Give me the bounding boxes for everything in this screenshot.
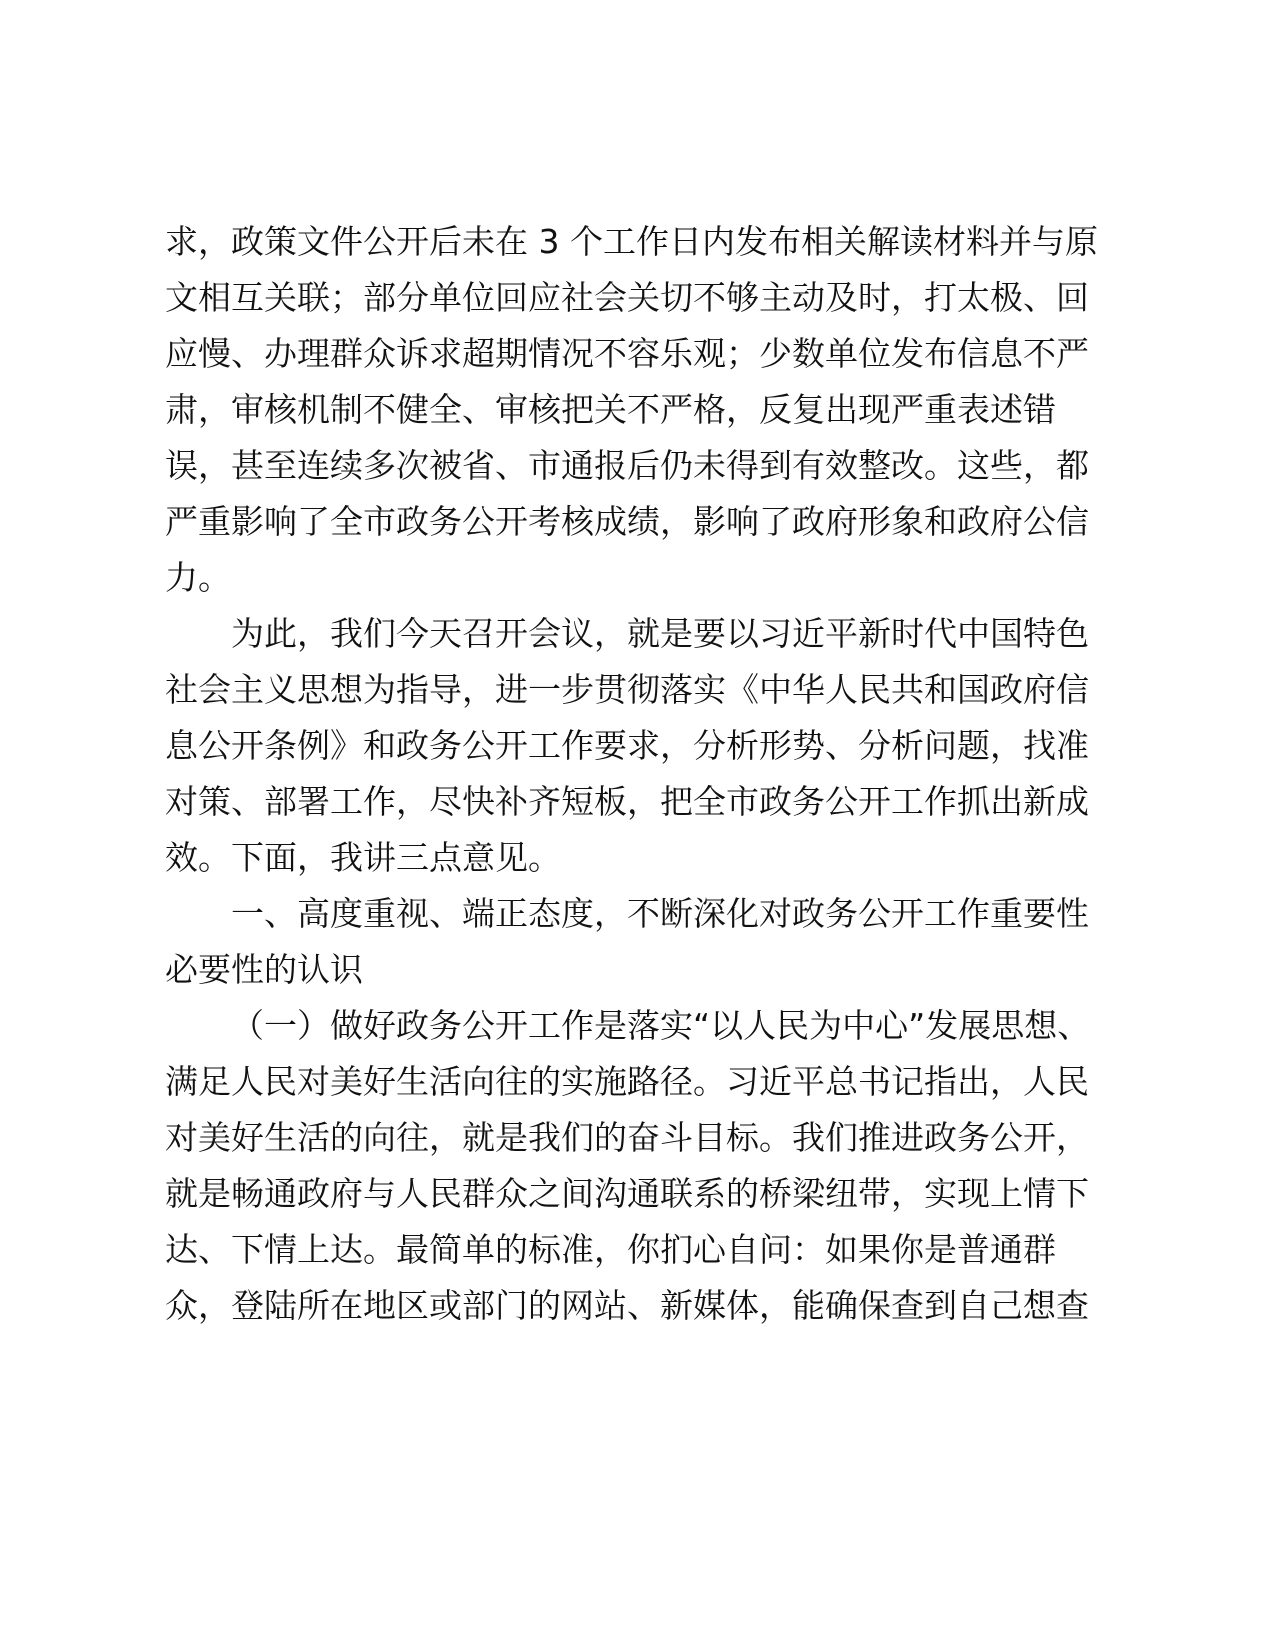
body-text-line: 力。	[165, 558, 231, 597]
paragraph-start-line: （一）做好政务公开工作是落实“以人民为中心”发展思想、	[231, 1006, 1091, 1045]
body-text-line: 误，甚至连续多次被省、市通报后仍未得到有效整改。这些，都	[165, 446, 1089, 485]
body-text-line: 肃，审核机制不健全、审核把关不严格，反复出现严重表述错	[165, 390, 1056, 429]
body-text-line: 对策、部署工作，尽快补齐短板，把全市政务公开工作抓出新成	[165, 782, 1089, 821]
body-text-line: 众，登陆所在地区或部门的网站、新媒体，能确保查到自己想查	[165, 1286, 1089, 1325]
body-text-line: 求，政策文件公开后未在 3 个工作日内发布相关解读材料并与原	[165, 222, 1098, 261]
section-heading-line: 必要性的认识	[165, 950, 363, 989]
body-text-line: 文相互关联；部分单位回应社会关切不够主动及时，打太极、回	[165, 278, 1089, 317]
body-text-line: 达、下情上达。最简单的标准，你扪心自问：如果你是普通群	[165, 1230, 1056, 1269]
body-text-line: 对美好生活的向往，就是我们的奋斗目标。我们推进政务公开，	[165, 1118, 1089, 1157]
body-text-line: 应慢、办理群众诉求超期情况不容乐观；少数单位发布信息不严	[165, 334, 1089, 373]
body-text-line: 息公开条例》和政务公开工作要求，分析形势、分析问题，找准	[165, 726, 1089, 765]
section-heading-line: 一、高度重视、端正态度，不断深化对政务公开工作重要性	[231, 894, 1089, 933]
body-text-line: 就是畅通政府与人民群众之间沟通联系的桥梁纽带，实现上情下	[165, 1174, 1089, 1213]
body-text-line: 满足人民对美好生活向往的实施路径。习近平总书记指出，人民	[165, 1062, 1089, 1101]
body-text-line: 社会主义思想为指导，进一步贯彻落实《中华人民共和国政府信	[165, 670, 1089, 709]
body-text-line: 效。下面，我讲三点意见。	[165, 838, 561, 877]
body-text-line: 严重影响了全市政务公开考核成绩，影响了政府形象和政府公信	[165, 502, 1089, 541]
paragraph-start-line: 为此，我们今天召开会议，就是要以习近平新时代中国特色	[231, 614, 1089, 653]
